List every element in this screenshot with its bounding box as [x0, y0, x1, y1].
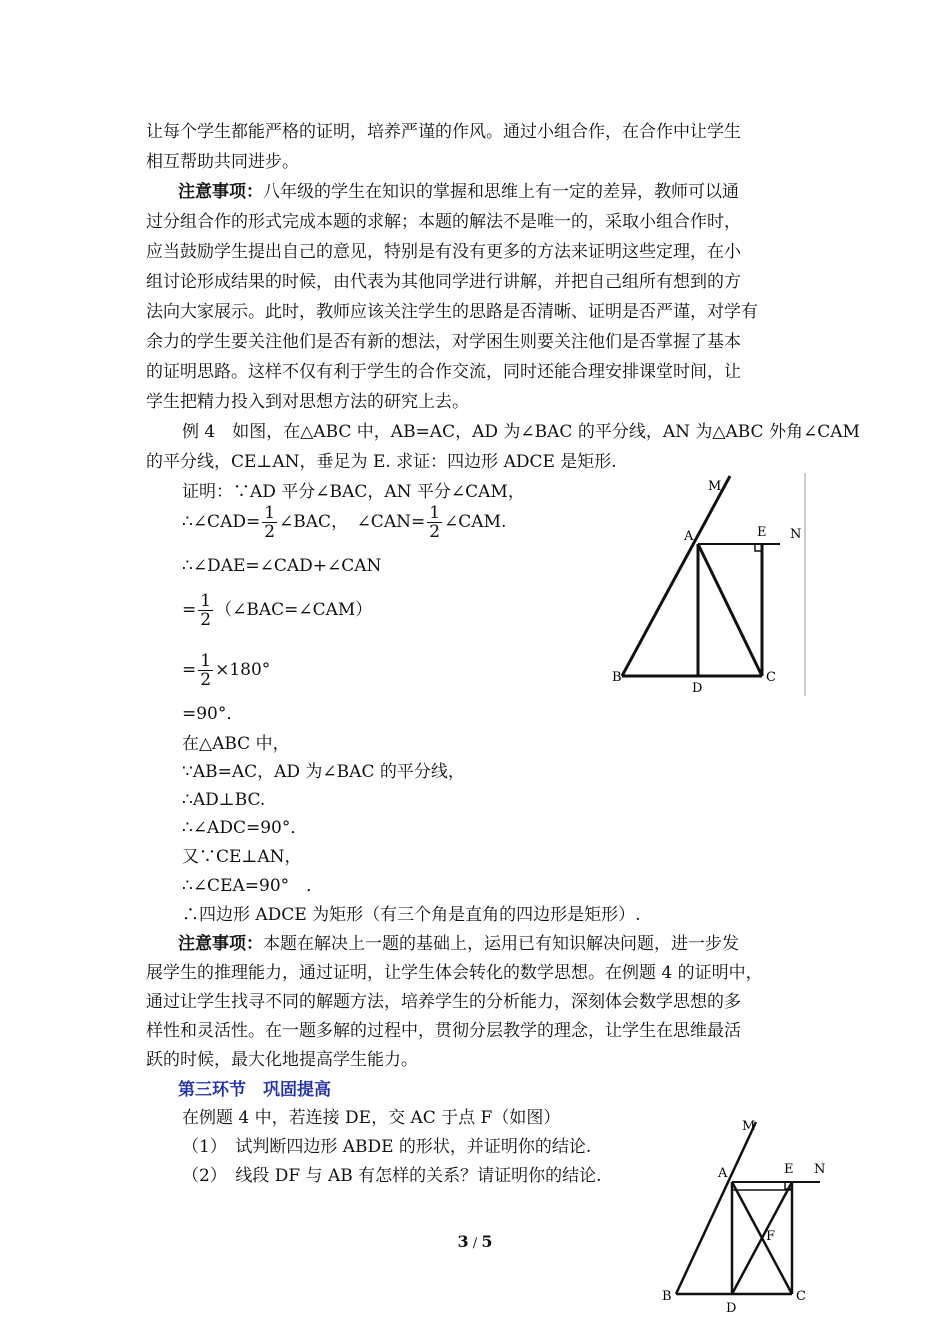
section-intro: 在例题 4 中，若连接 DE，交 AC 于点 F（如图）: [182, 1108, 561, 1128]
proof-text: =: [182, 660, 197, 680]
proof-line-10: ∴∠ADC=90°．: [182, 818, 308, 838]
example-4-line-1: 例 4 如图，在△ABC 中，AB=AC，AD 为∠BAC 的平分线，AN 为△ABC 外角∠CAM: [182, 422, 860, 442]
proof-line-8: ∵AB=AC，AD 为∠BAC 的平分线，: [182, 762, 465, 782]
note-1-line-6: 余力的学生要关注他们是否有新的想法，对学困生则要关注他们是否掌握了基本: [146, 332, 741, 352]
question-2: （2） 线段 DF 与 AB 有怎样的关系？请证明你的结论.: [182, 1166, 602, 1186]
proof-line-7: 在△ABC 中，: [182, 734, 290, 754]
fraction-half: $\frac{1}{2}$: [200, 651, 212, 690]
line-BM: [676, 1122, 756, 1294]
note-1-line-3: 应当鼓励学生提出自己的意见，特别是有没有更多的方法来证明这些定理，在小: [146, 242, 741, 262]
label-F: F: [766, 1229, 776, 1244]
label-M: M: [708, 479, 722, 494]
proof-line-1: 证明：∵AD 平分∠BAC，AN 平分∠CAM，: [182, 482, 525, 502]
label-E: E: [784, 1162, 794, 1177]
page-separator: /: [468, 1236, 482, 1251]
label-B: B: [662, 1289, 672, 1304]
note-2-text: 本题在解决上一题的基础上，运用已有知识解决问题，进一步发: [263, 934, 739, 954]
proof-line-3: ∴∠DAE=∠CAD+∠CAN: [182, 556, 382, 576]
label-D: D: [692, 681, 703, 696]
question-1: （1） 试判断四边形 ABDE 的形状，并证明你的结论.: [182, 1137, 592, 1157]
note-2-line-4: 样性和灵活性。在一题多解的过程中，贯彻分层教学的理念，让学生在思维最活: [146, 1021, 741, 1041]
proof-line-11: 又∵CE⊥AN，: [182, 847, 302, 867]
label-M: M: [742, 1119, 756, 1134]
note-2-line-5: 跃的时候，最大化地提高学生能力。: [146, 1050, 418, 1070]
note-label: 注意事项：: [178, 182, 263, 202]
note-2-line-1: [178, 930, 739, 959]
proof-line-12: ∴∠CEA=90° ．: [182, 876, 324, 896]
label-E: E: [757, 525, 767, 540]
label-C: C: [766, 670, 776, 685]
proof-text: =: [182, 600, 197, 620]
fraction-half: $\frac{1}{2}$: [200, 591, 212, 630]
section-heading: 第三环节 巩固提高: [178, 1080, 331, 1100]
proof-text: ×180°: [215, 660, 271, 680]
example-4-line-2: 的平分线，CE⊥AN，垂足为 E. 求证：四边形 ADCE 是矩形.: [146, 452, 617, 472]
proof-text: （∠BAC=∠CAM）: [215, 600, 373, 620]
figure-1-rectangle-diagram: [612, 468, 812, 698]
paragraph-1-line-1: 让每个学生都能严格的证明，培养严谨的作风。通过小组合作，在合作中让学生: [146, 122, 741, 142]
label-D: D: [726, 1301, 737, 1316]
note-1-line-1: [178, 178, 739, 207]
page-total: 5: [481, 1232, 493, 1251]
proof-text: ∴∠CAD=: [182, 512, 261, 532]
note-1-line-2: 过分组合作的形式完成本题的求解；本题的解法不是唯一的，采取小组合作时，: [146, 212, 741, 232]
label-C: C: [796, 1289, 806, 1304]
proof-line-6: =90°．: [182, 704, 244, 724]
note-2-line-3: 通过让学生找寻不同的解题方法，培养学生的分析能力，深刻体会数学思想的多: [146, 992, 741, 1012]
note-1-line-7: 的证明思路。这样不仅有利于学生的合作交流，同时还能合理安排课堂时间，让: [146, 362, 741, 382]
paragraph-1-line-2: 相互帮助共同进步。: [146, 152, 299, 172]
note-1-line-5: 法向大家展示。此时，教师应该关注学生的思路是否清晰、证明是否严谨，对学有: [146, 302, 758, 322]
fraction-half: $\frac{1}{2}$: [264, 503, 276, 542]
note-2-line-2: 展学生的推理能力，通过证明，让学生体会转化的数学思想。在例题 4 的证明中，: [146, 963, 763, 983]
proof-line-13: ∴四边形 ADCE 为矩形（有三个角是直角的四边形是矩形）.: [182, 905, 641, 925]
proof-text: ∠CAM.: [444, 512, 507, 532]
note-label: 注意事项：: [178, 934, 263, 954]
note-1-line-8: 学生把精力投入到对思想方法的研究上去。: [146, 392, 469, 412]
label-B: B: [612, 670, 622, 685]
proof-line-5: [182, 646, 270, 694]
fraction-half: $\frac{1}{2}$: [429, 503, 441, 542]
label-N: N: [814, 1162, 826, 1177]
proof-text: ∠BAC， ∠CAN=: [279, 512, 426, 532]
figure-2-rectangle-diagram: [656, 1112, 831, 1334]
note-1-line-4: 组讨论形成结果的时候，由代表为其他同学进行讲解，并把自己组所有想到的方: [146, 272, 741, 292]
note-1-text: 八年级的学生在知识的掌握和思维上有一定的差异，教师可以通: [263, 182, 739, 202]
page-current: 3: [457, 1232, 469, 1251]
line-AC: [698, 544, 762, 676]
proof-line-2: [182, 498, 506, 546]
page-number: [0, 1232, 950, 1251]
proof-line-9: ∴AD⊥BC.: [182, 790, 266, 810]
proof-line-4: [182, 586, 372, 634]
label-A: A: [718, 1166, 728, 1181]
label-N: N: [790, 527, 802, 542]
label-A: A: [684, 529, 694, 544]
